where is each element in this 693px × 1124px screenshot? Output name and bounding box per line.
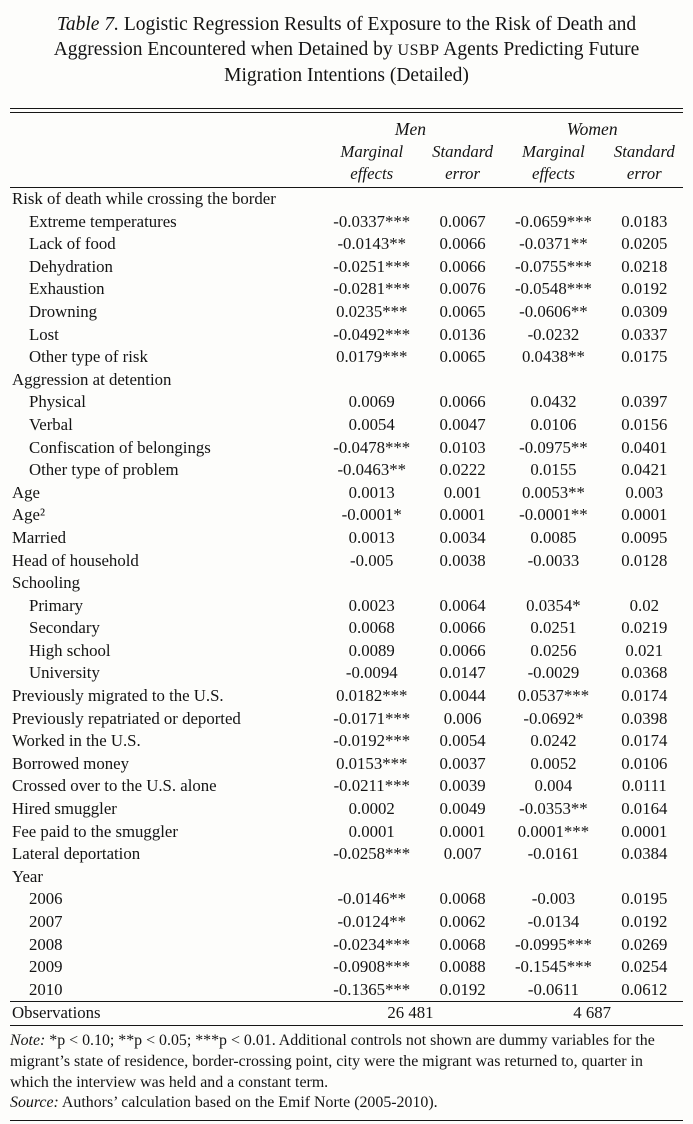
- row-label: Lateral deportation: [12, 844, 141, 864]
- cell-value: -0.0161: [527, 844, 580, 864]
- cell-value: 0.0179***: [336, 347, 408, 367]
- cell-value: 0.0037: [439, 753, 486, 773]
- cell-value: 0.0192: [439, 979, 486, 999]
- cell-value: 0.0438**: [521, 347, 585, 367]
- row-label: Lost: [29, 324, 59, 344]
- table-row: [10, 979, 683, 1002]
- row-label: Verbal: [29, 414, 73, 434]
- cell-value: 0.0218: [621, 256, 668, 276]
- table-row: [10, 640, 683, 663]
- cell-value: 0.0397: [621, 392, 668, 412]
- group-header-row: [10, 114, 683, 141]
- table-row: [10, 414, 683, 437]
- cell-value: 0.02: [629, 595, 659, 615]
- cell-value: 0.0111: [621, 776, 667, 796]
- cell-value: 0.0068: [439, 889, 486, 909]
- cell-value: 0.0044: [439, 686, 486, 706]
- cell-value: 0.0002: [348, 799, 395, 819]
- cell-value: 0.0047: [439, 414, 486, 434]
- cell-value: 0.0219: [621, 618, 668, 638]
- cell-value: 0.0368: [621, 663, 668, 683]
- note-text: *p < 0.10; **p < 0.05; ***p < 0.01. Additional controls not shown are dummy variables for the migrant’s state of residence, border-crossing point, city were the migrant was returned to, quarter in which the interview was held and a constant term.: [10, 1031, 655, 1091]
- table-row: [10, 956, 683, 979]
- row-label: Exhaustion: [29, 279, 105, 299]
- section-row: [10, 572, 683, 595]
- title-text-after: Agents Predicting Future Migration Intentions (Detailed): [224, 39, 640, 86]
- row-label: 2008: [29, 934, 63, 954]
- cell-value: 0.0065: [439, 347, 486, 367]
- table-row: [10, 504, 683, 527]
- cell-value: -0.0001*: [341, 505, 402, 525]
- cell-value: -0.0606**: [519, 301, 588, 321]
- row-label: Secondary: [29, 618, 100, 638]
- row-label: 2007: [29, 912, 63, 931]
- cell-value: 0.0023: [348, 595, 395, 615]
- cell-value: -0.0371**: [519, 234, 588, 254]
- row-label: Confiscation of belongings: [29, 437, 211, 457]
- row-label: Other type of problem: [29, 460, 179, 480]
- cell-value: -0.0211***: [333, 776, 410, 796]
- row-label: Extreme temperatures: [29, 211, 177, 231]
- cell-value: -0.0908***: [333, 957, 411, 977]
- row-label: Head of household: [12, 550, 139, 570]
- table-row: [10, 685, 683, 708]
- cell-value: 0.0038: [439, 550, 486, 570]
- cell-value: 0.0001: [621, 505, 668, 525]
- cell-value: 0.0106: [530, 414, 577, 434]
- table-row: [10, 211, 683, 234]
- row-label: Year: [12, 866, 43, 886]
- cell-value: 0.0398: [621, 708, 668, 728]
- cell-value: -0.0281***: [333, 279, 411, 299]
- row-label: Aggression at detention: [12, 369, 172, 389]
- observations-row: [10, 1002, 683, 1026]
- cell-value: -0.0232: [527, 324, 580, 344]
- table-row: [10, 934, 683, 957]
- table-row: [10, 821, 683, 844]
- cell-value: 0.0147: [439, 663, 486, 683]
- row-label: Primary: [29, 595, 84, 615]
- cell-value: 0.0182***: [336, 686, 408, 706]
- cell-value: 0.0085: [530, 527, 577, 547]
- cell-value: -0.0143**: [337, 234, 406, 254]
- col-header-men-standard-error: Standard error: [432, 142, 494, 183]
- table-row: [10, 753, 683, 776]
- cell-value: -0.1545***: [514, 957, 592, 977]
- table-notes: [10, 1031, 683, 1114]
- group-header-women: Women: [566, 119, 618, 139]
- cell-value: 0.0421: [621, 460, 668, 480]
- cell-value: -0.0192***: [333, 731, 411, 751]
- cell-value: 0.0064: [439, 595, 486, 615]
- cell-value: -0.0995***: [514, 934, 592, 954]
- cell-value: -0.0478***: [333, 437, 411, 457]
- cell-value: -0.0492***: [333, 324, 411, 344]
- cell-value: 0.0001: [439, 505, 486, 525]
- cell-value: -0.0029: [527, 663, 580, 683]
- cell-value: -0.0146**: [337, 889, 406, 909]
- cell-value: -0.0234***: [333, 934, 411, 954]
- cell-value: 0.007: [443, 844, 482, 864]
- cell-value: 0.0054: [348, 414, 395, 434]
- table-number: Table 7.: [56, 14, 119, 35]
- table-row: [10, 301, 683, 324]
- cell-value: 0.0337: [621, 324, 668, 344]
- cell-value: 0.0432: [530, 392, 577, 412]
- table-row: [10, 595, 683, 618]
- table-row: [10, 550, 683, 573]
- cell-value: 0.0251: [530, 618, 577, 638]
- cell-value: 0.0001: [621, 821, 668, 841]
- bottom-rule: [10, 1120, 683, 1121]
- cell-value: -0.0124**: [337, 912, 406, 931]
- table-row: [10, 482, 683, 505]
- cell-value: 0.0062: [439, 912, 486, 931]
- row-label: Previously migrated to the U.S.: [12, 686, 224, 706]
- row-label: High school: [29, 640, 111, 660]
- cell-value: -0.005: [350, 550, 394, 570]
- table-row: [10, 527, 683, 550]
- cell-value: 0.0174: [621, 686, 668, 706]
- cell-value: -0.1365***: [333, 979, 411, 999]
- cell-value: -0.0001**: [519, 505, 588, 525]
- cell-value: -0.0755***: [514, 256, 592, 276]
- cell-value: 0.0164: [621, 799, 668, 819]
- sub-header-row: [10, 141, 683, 188]
- row-label: University: [29, 663, 100, 683]
- cell-value: 0.0401: [621, 437, 668, 457]
- row-label: 2010: [29, 979, 63, 999]
- cell-value: 0.0354*: [526, 595, 581, 615]
- row-label: Married: [12, 527, 67, 547]
- table-row: [10, 775, 683, 798]
- table-row: [10, 888, 683, 911]
- cell-value: 0.0256: [530, 640, 577, 660]
- cell-value: 0.0192: [621, 912, 668, 931]
- cell-value: 0.0537***: [517, 686, 590, 706]
- row-label: Worked in the U.S.: [12, 731, 141, 751]
- observations-label: Observations: [10, 1002, 320, 1026]
- table-row: [10, 437, 683, 460]
- cell-value: 0.0068: [439, 934, 486, 954]
- row-label: Age: [12, 482, 40, 502]
- cell-value: 0.0052: [530, 753, 577, 773]
- cell-value: 0.0192: [621, 279, 668, 299]
- cell-value: 0.0153***: [336, 753, 408, 773]
- section-row: [10, 188, 683, 211]
- header-spacer: [10, 141, 320, 188]
- source-label: Source:: [10, 1094, 59, 1112]
- cell-value: 0.0128: [621, 550, 668, 570]
- cell-value: 0.003: [625, 482, 664, 502]
- observations-women: 4 687: [501, 1002, 683, 1026]
- source-text: Authors’ calculation based on the Emif Norte (2005-2010).: [58, 1094, 438, 1112]
- cell-value: 0.0054: [439, 731, 486, 751]
- row-label: Hired smuggler: [12, 799, 117, 819]
- cell-value: -0.0033: [527, 550, 580, 570]
- note-label: Note:: [10, 1031, 46, 1049]
- table-row: [10, 730, 683, 753]
- cell-value: 0.0065: [439, 301, 486, 321]
- row-label: Risk of death while crossing the border: [12, 189, 276, 208]
- top-double-rule: [10, 108, 683, 113]
- cell-value: 0.0069: [348, 392, 395, 412]
- table-row: [10, 346, 683, 369]
- cell-value: 0.0001***: [517, 821, 590, 841]
- row-label: Previously repatriated or deported: [12, 708, 241, 728]
- cell-value: 0.0034: [439, 527, 486, 547]
- cell-value: 0.0195: [621, 889, 668, 909]
- cell-value: -0.0353**: [519, 799, 588, 819]
- table-row: [10, 911, 683, 934]
- col-header-women-marginal-effects: Marginal effects: [522, 142, 585, 183]
- cell-value: 0.0156: [621, 414, 668, 434]
- row-label: Crossed over to the U.S. alone: [12, 776, 217, 796]
- cell-value: 0.0013: [348, 527, 395, 547]
- header-spacer: [10, 114, 320, 141]
- cell-value: -0.0134: [527, 912, 580, 931]
- section-row: [10, 866, 683, 889]
- cell-value: 0.0155: [530, 460, 577, 480]
- row-label: Lack of food: [29, 234, 116, 254]
- row-label: 2009: [29, 957, 63, 977]
- row-label: Schooling: [12, 573, 81, 593]
- cell-value: 0.0089: [348, 640, 395, 660]
- title-usbp: USBP: [397, 42, 440, 59]
- cell-value: 0.0222: [439, 460, 486, 480]
- cell-value: 0.0068: [348, 618, 395, 638]
- cell-value: 0.0205: [621, 234, 668, 254]
- group-header-men: Men: [394, 119, 426, 139]
- cell-value: -0.0258***: [333, 844, 411, 864]
- cell-value: 0.0076: [439, 279, 486, 299]
- cell-value: 0.006: [443, 708, 482, 728]
- title-text-before: Logistic Regression Results of Exposure to the Risk of Death and Aggression Encountered when Detained by: [53, 14, 637, 60]
- table-row: [10, 843, 683, 866]
- cell-value: 0.021: [625, 640, 664, 660]
- cell-value: 0.001: [443, 482, 482, 502]
- table-row: [10, 662, 683, 685]
- table-header: [10, 114, 683, 188]
- cell-value: 0.0242: [530, 731, 577, 751]
- cell-value: -0.0171***: [333, 708, 411, 728]
- cell-value: 0.0066: [439, 392, 486, 412]
- cell-value: 0.0095: [621, 527, 668, 547]
- section-row: [10, 369, 683, 392]
- table-body: [10, 188, 683, 1026]
- table-row: [10, 391, 683, 414]
- cell-value: 0.0013: [348, 482, 395, 502]
- cell-value: 0.0269: [621, 934, 668, 954]
- row-label: Dehydration: [29, 256, 113, 276]
- cell-value: 0.004: [534, 776, 573, 796]
- page-title: [31, 12, 663, 88]
- cell-value: -0.0611: [527, 979, 579, 999]
- cell-value: 0.0235***: [336, 301, 408, 321]
- cell-value: 0.0106: [621, 753, 668, 773]
- cell-value: -0.0659***: [514, 211, 592, 231]
- cell-value: 0.0174: [621, 731, 668, 751]
- col-header-women-standard-error: Standard error: [613, 142, 675, 183]
- cell-value: 0.0039: [439, 776, 486, 796]
- row-label: Age²: [12, 505, 45, 525]
- cell-value: 0.0309: [621, 301, 668, 321]
- cell-value: 0.0136: [439, 324, 486, 344]
- table-row: [10, 233, 683, 256]
- table-row: [10, 459, 683, 482]
- table-row: [10, 798, 683, 821]
- table-row: [10, 708, 683, 731]
- cell-value: 0.0175: [621, 347, 668, 367]
- cell-value: 0.0384: [621, 844, 668, 864]
- cell-value: 0.0053**: [521, 482, 585, 502]
- row-label: Physical: [29, 392, 86, 412]
- cell-value: 0.0183: [621, 211, 668, 231]
- row-label: Other type of risk: [29, 347, 148, 367]
- cell-value: 0.0612: [621, 979, 668, 999]
- row-label: 2006: [29, 889, 63, 909]
- cell-value: 0.0254: [621, 957, 668, 977]
- cell-value: -0.0548***: [514, 279, 592, 299]
- cell-value: 0.0001: [348, 821, 395, 841]
- row-label: Borrowed money: [12, 753, 129, 773]
- table-row: [10, 278, 683, 301]
- cell-value: -0.0692*: [523, 708, 584, 728]
- source-paragraph: [10, 1093, 683, 1114]
- cell-value: -0.0975**: [519, 437, 588, 457]
- col-header-men-marginal-effects: Marginal effects: [340, 142, 404, 183]
- cell-value: -0.0463**: [337, 460, 406, 480]
- row-label: Drowning: [29, 301, 98, 321]
- table-row: [10, 617, 683, 640]
- observations-men: 26 481: [320, 1002, 502, 1026]
- cell-value: 0.0103: [439, 437, 486, 457]
- cell-value: 0.0066: [439, 640, 486, 660]
- cell-value: -0.0094: [345, 663, 398, 683]
- cell-value: 0.0001: [439, 821, 486, 841]
- cell-value: 0.0066: [439, 234, 486, 254]
- cell-value: -0.003: [531, 889, 576, 909]
- cell-value: -0.0251***: [333, 256, 411, 276]
- results-table: [10, 114, 683, 1026]
- cell-value: 0.0066: [439, 256, 486, 276]
- cell-value: -0.0337***: [333, 211, 411, 231]
- table-row: [10, 256, 683, 279]
- table-row: [10, 324, 683, 347]
- row-label: Fee paid to the smuggler: [12, 821, 178, 841]
- note-paragraph: [10, 1031, 683, 1093]
- cell-value: 0.0088: [439, 957, 486, 977]
- cell-value: 0.0049: [439, 799, 486, 819]
- cell-value: 0.0067: [439, 211, 486, 231]
- cell-value: 0.0066: [439, 618, 486, 638]
